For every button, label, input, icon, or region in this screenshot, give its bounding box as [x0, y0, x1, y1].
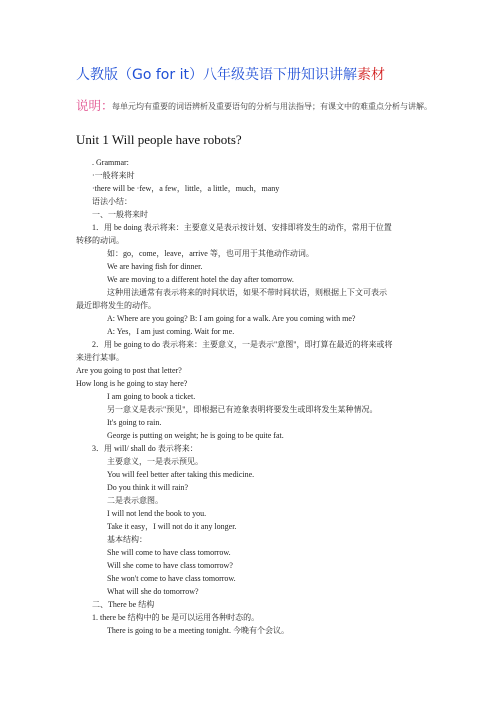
- body-line: 基本结构：: [107, 535, 147, 544]
- body-line: ·一般将来时: [92, 171, 135, 180]
- description-text: 每单元均有重要的词语辨析及重要语句的分析与用法指导；有课文中的难重点分析与讲解。: [112, 102, 432, 111]
- body-line: ·there will be ·few，a few，little，a little，much，many: [92, 184, 280, 193]
- body-line: I will not lend the book to you.: [107, 509, 207, 518]
- body-line: She will come to have class tomorrow.: [107, 548, 231, 557]
- unit-title: Unit 1 Will people have robots?: [76, 132, 242, 147]
- body-line: We are having fish for dinner.: [107, 262, 203, 271]
- title-accent: 素材: [356, 67, 385, 83]
- body-line: Will she come to have class tomorrow?: [107, 561, 233, 570]
- body-line: 3．用 will/ shall do 表示将来：: [92, 444, 198, 453]
- body-line: 如：go，come，leave，arrive 等，也可用于其他动作动词。: [107, 249, 314, 258]
- body-line: 一、一般将来时: [92, 210, 148, 219]
- body-line: Are you going to post that letter?: [76, 366, 182, 375]
- body-line: George is putting on weight; he is going to be quite fat.: [107, 431, 284, 440]
- body-line: How long is he going to stay here?: [76, 379, 188, 388]
- body-line: 来进行某事。: [76, 353, 124, 362]
- body-line: What will she do tomorrow?: [107, 587, 199, 596]
- body-line: 1．用 be doing 表示将来：主要意义是表示按计划、安排即将发生的动作，常用于位置: [92, 223, 392, 232]
- body-line: 1. there be 结构中的 be 是可以运用各种时态的。: [92, 613, 260, 622]
- body-line: 最近即将发生的动作。: [76, 301, 156, 310]
- body-line: 另一意义是表示"预见"，即根据已有迹象表明将要发生或即将发生某种情况。: [107, 405, 378, 414]
- body-line: I am going to book a ticket.: [107, 392, 196, 401]
- body-line: There is going to be a meeting tonight. 今晚有个会议。: [107, 626, 289, 635]
- body-line: You will feel better after taking this medicine.: [107, 470, 255, 479]
- body-line: A: Where are you going? B: I am going for a walk. Are you coming with me?: [107, 314, 356, 323]
- body-line: It's going to rain.: [107, 418, 162, 427]
- body-line: Do you think it will rain?: [107, 483, 189, 492]
- body-line: 主要意义，一是表示预见。: [107, 457, 203, 466]
- body-line: 2．用 be going to do 表示将来：主要意义，一是表示"意图"，即打算在最近的将来或将: [92, 340, 393, 349]
- body-line: 二、There be 结构: [92, 600, 155, 609]
- body-line: A: Yes，I am just coming. Wait for me.: [107, 327, 235, 336]
- title-main: 人教版（Go for it）八年级英语下册知识讲解: [76, 67, 357, 83]
- body-line: 这种用法通常有表示将来的时间状语，如果不带时间状语，则根据上下文可表示: [107, 288, 387, 297]
- body-line: We are moving to a different hotel the day after tomorrow.: [107, 275, 294, 284]
- description-label: 说明：: [76, 98, 114, 113]
- body-line: 二是表示意图。: [107, 496, 163, 505]
- body-line: She won't come to have class tomorrow.: [107, 574, 236, 583]
- body-line: 转移的动词。: [76, 236, 124, 245]
- body-line: 语法小结：: [92, 197, 132, 206]
- body-line: . Grammar:: [92, 158, 129, 167]
- body-line: Take it easy，I will not do it any longer.: [107, 522, 237, 531]
